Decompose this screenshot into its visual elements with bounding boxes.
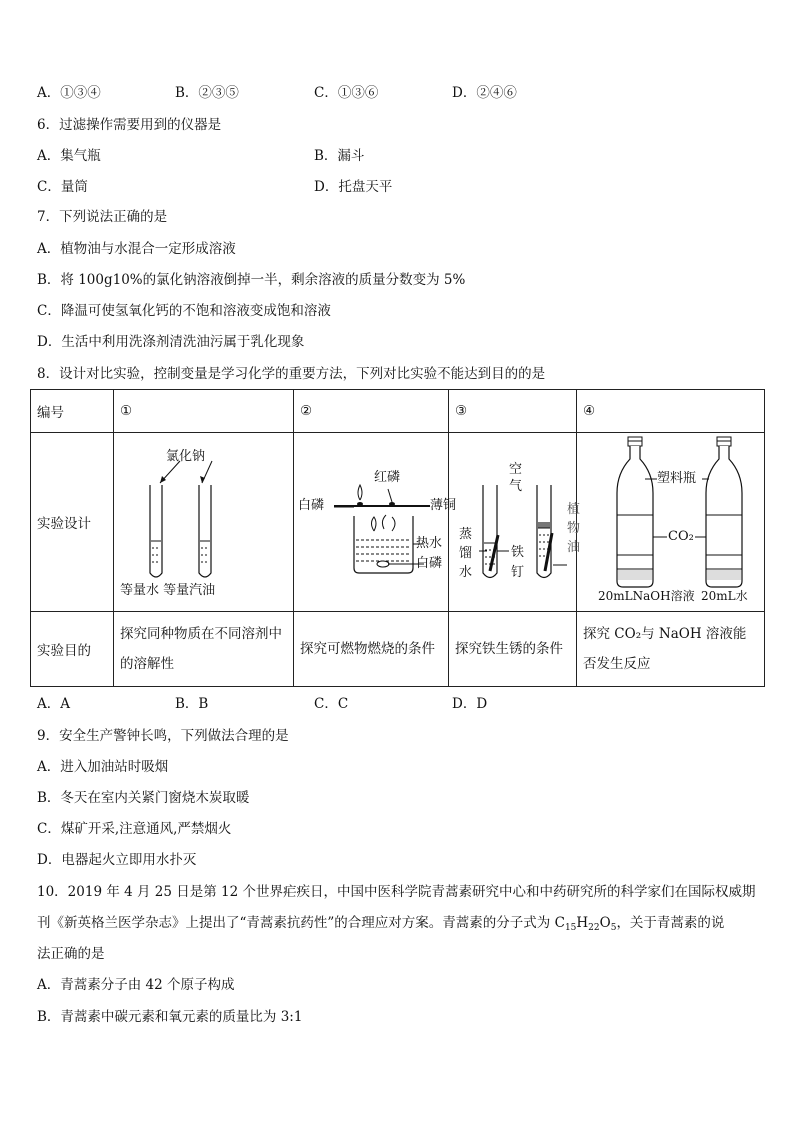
purpose-row — [31, 612, 765, 687]
label-distilled-3: 水 — [459, 565, 473, 580]
q8-option-c: C．C — [314, 696, 349, 712]
label-hot-water: 热水 — [416, 536, 443, 551]
formula-h-subscript: 22 — [588, 923, 600, 933]
label-oil-1: 植 — [567, 502, 581, 517]
diagram-co2-bottles — [577, 433, 765, 612]
label-water: 20mL水 — [701, 589, 748, 603]
label-distilled-2: 馏 — [459, 546, 473, 561]
q6-option-d: D．托盘天平 — [314, 179, 393, 195]
q10-stem-line-2 — [37, 914, 724, 932]
header-exp-1: ① — [114, 390, 294, 433]
purpose-exp-2: 探究可燃物燃烧的条件 — [294, 612, 449, 687]
q8-option-a: A．A — [37, 696, 70, 712]
label-co2: CO₂ — [668, 529, 694, 544]
q9-stem: 9．安全生产警钟长鸣，下列做法合理的是 — [37, 728, 289, 744]
label-air-1: 空 — [509, 462, 523, 477]
q7-option-c: C．降温可使氢氧化钙的不饱和溶液变成饱和溶液 — [37, 303, 331, 319]
diagram-combustion — [294, 433, 457, 612]
q9-option-a: A．进入加油站时吸烟 — [37, 759, 169, 775]
q10-option-a: A．青蒿素分子由 42 个原子构成 — [37, 977, 235, 993]
q6-option-b: B．漏斗 — [314, 148, 365, 164]
q8-option-d: D．D — [452, 696, 488, 712]
purpose-label: 实验目的 — [31, 612, 114, 687]
design-row — [31, 433, 765, 612]
table-header-row — [31, 390, 765, 433]
q5-option-d: D．②④⑥ — [452, 85, 517, 101]
q10-option-b: B．青蒿素中碳元素和氧元素的质量比为 3:1 — [37, 1009, 303, 1025]
label-red-phosphorus: 红磷 — [374, 470, 401, 485]
q10-stem-line-3: 法正确的是 — [37, 946, 105, 962]
label-oil-2: 物 — [567, 521, 581, 536]
header-number: 编号 — [31, 390, 114, 433]
formula-h: H — [576, 915, 589, 931]
formula-o-subscript: 5 — [610, 923, 617, 933]
experiment-table — [30, 389, 765, 687]
header-exp-4: ④ — [577, 390, 765, 433]
q10-stem-text-b: ，关于青蒿素的说 — [616, 915, 725, 931]
purpose-exp-4: 探究 CO₂与 NaOH 溶液能否发生反应 — [577, 612, 765, 687]
q6-stem: 6．过滤操作需要用到的仪器是 — [37, 117, 222, 133]
rusting-figure — [449, 433, 577, 610]
diagram-rusting — [449, 433, 581, 612]
formula-o: O — [599, 915, 611, 931]
purpose-exp-1: 探究同种物质在不同溶剂中的溶解性 — [114, 612, 294, 687]
q10-stem-text-a: 刊《新英格兰医学杂志》上提出了“青蒿素抗药性”的合理应对方案。青蒿素的分子式为 C — [37, 915, 565, 931]
label-distilled-1: 蒸 — [459, 527, 473, 542]
formula-c-subscript: 15 — [564, 923, 577, 933]
label-plastic-bottle: 塑料瓶 — [657, 471, 697, 486]
q7-option-b: B．将 100g10%的氯化钠溶液倒掉一半，剩余溶液的质量分数变为 5% — [37, 272, 466, 288]
diagram-solubility — [114, 433, 294, 612]
q9-option-b: B．冬天在室内关紧门窗烧木炭取暖 — [37, 790, 250, 806]
label-water-gasoline: 等量水 等量汽油 — [120, 583, 216, 598]
label-nail-2: 钉 — [511, 565, 525, 580]
q9-option-d: D．电器起火立即用水扑灭 — [37, 852, 197, 868]
header-exp-2: ② — [294, 390, 449, 433]
header-exp-3: ③ — [449, 390, 577, 433]
q9-option-c: C．煤矿开采,注意通风,严禁烟火 — [37, 821, 232, 837]
q7-option-d: D．生活中利用洗涤剂清洗油污属于乳化现象 — [37, 334, 305, 350]
q8-stem: 8．设计对比实验，控制变量是学习化学的重要方法，下列对比实验不能达到目的的是 — [37, 366, 546, 382]
q8-option-b: B．B — [175, 696, 209, 712]
q6-option-a: A．集气瓶 — [37, 148, 101, 164]
label-copper-sheet: 薄铜 — [430, 498, 457, 513]
q5-option-c: C．①③⑥ — [314, 85, 379, 101]
label-sodium-chloride: 氯化钠 — [166, 449, 206, 464]
label-naoh-solution: 20mLNaOH溶液 — [598, 589, 695, 603]
label-air-2: 气 — [509, 479, 523, 494]
q5-option-b: B．②③⑤ — [175, 85, 239, 101]
q10-stem-line-1: 10．2019 年 4 月 25 日是第 12 个世界疟疾日，中国中医科学院青蒿素研究中心和中药研究所的科学家们在国际权威期 — [37, 884, 756, 900]
label-nail-1: 铁 — [511, 545, 525, 560]
purpose-exp-3: 探究铁生锈的条件 — [449, 612, 577, 687]
label-white-phosphorus-2: 白磷 — [416, 556, 443, 571]
label-oil-3: 油 — [567, 540, 581, 555]
q7-option-a: A．植物油与水混合一定形成溶液 — [37, 241, 236, 257]
q5-option-a: A．①③④ — [37, 85, 101, 101]
bottles-figure — [577, 433, 764, 610]
q6-option-c: C．量筒 — [37, 179, 88, 195]
q7-stem: 7．下列说法正确的是 — [37, 209, 168, 225]
label-white-phosphorus: 白磷 — [298, 498, 325, 513]
combustion-figure — [294, 433, 449, 610]
design-label: 实验设计 — [31, 433, 114, 612]
